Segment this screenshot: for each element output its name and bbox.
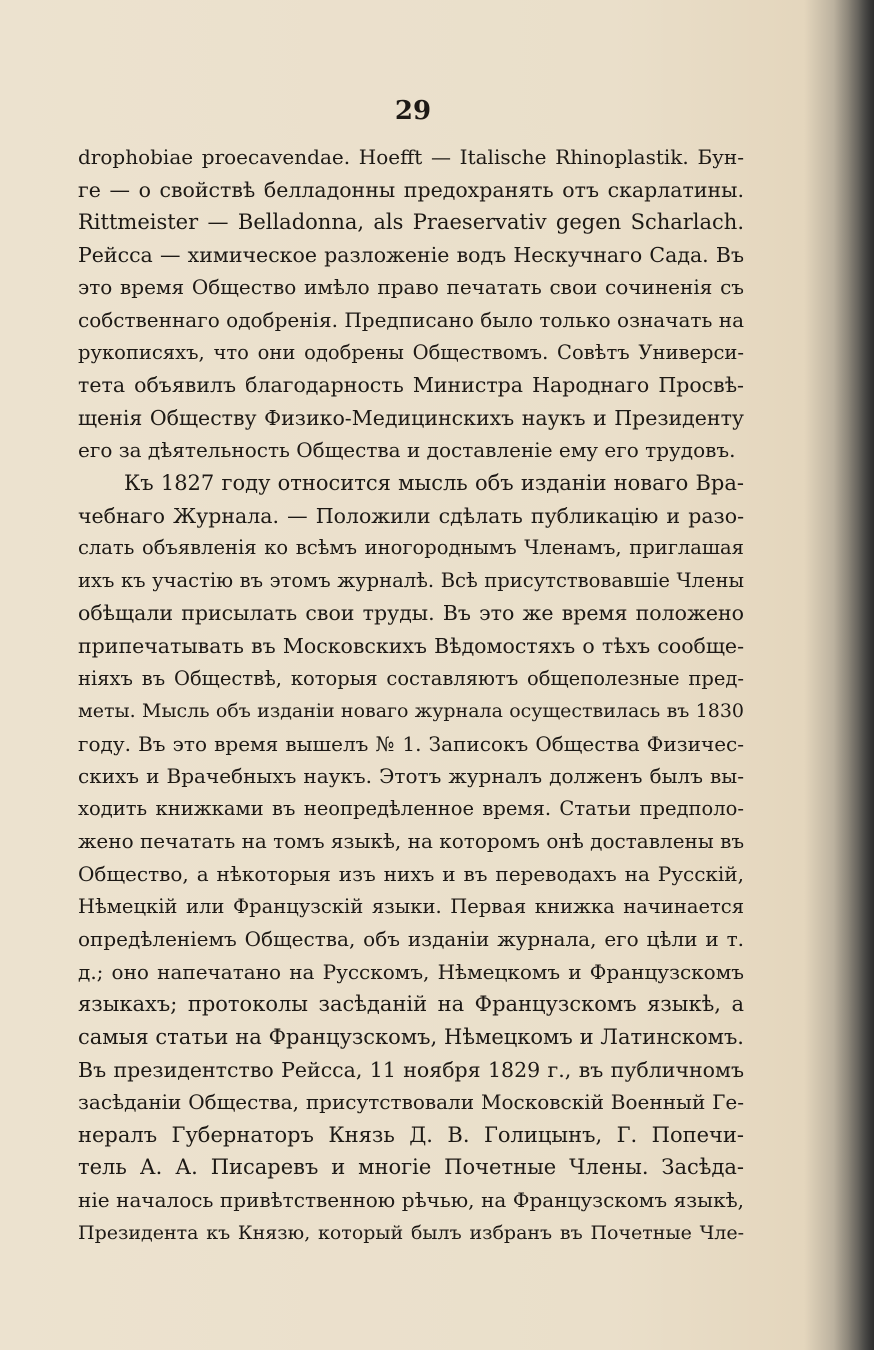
text-line: обѣщали присылать свои труды. Въ это же время положено [78, 601, 744, 626]
text-line: собственнаго одобренія. Предписано было только означать на [78, 307, 744, 332]
text-line: ніе началось привѣтственною рѣчью, на Французскомъ языкѣ, [78, 1188, 744, 1212]
body-text [78, 141, 744, 1249]
text-line: рукописяхъ, что они одобрены Обществомъ. Совѣтъ Универси- [78, 340, 744, 364]
text-line: тета объявилъ благодарность Министра Народнаго Просвѣ- [78, 373, 744, 398]
text-line: жено печатать на томъ языкѣ, на которомъ онѣ доставлены въ [78, 829, 745, 854]
text-line: опредѣленіемъ Общества, объ изданіи журнала, его цѣли и т. [78, 927, 744, 952]
text-line: чебнаго Журнала. — Положили сдѣлать публикацію и разо- [78, 503, 744, 528]
text-line: слать объявленія ко всѣмъ иногороднымъ Членамъ, приглашая [78, 536, 744, 560]
text-line: drophobiae proecavendae. Hoefft — Italische Rhinoplastik. Бун- [78, 145, 744, 169]
text-line: припечатывать въ Московскихъ Вѣдомостяхъ о тѣхъ сообще- [78, 633, 744, 658]
text-line: его за дѣятельность Общества и доставленіе ему его трудовъ. [78, 438, 736, 463]
text-line: скихъ и Врачебныхъ наукъ. Этотъ журналъ долженъ былъ вы- [78, 764, 744, 789]
page-edge-shadow [834, 0, 874, 1350]
text-line: Рейсса — химическое разложеніе водъ Нескучнаго Сада. Въ [78, 242, 744, 267]
text-line: это время Общество имѣло право печатать свои сочиненія съ [78, 275, 744, 300]
text-line: Къ 1827 году относится мысль объ изданіи новаго Вра- [124, 470, 744, 495]
text-line: засѣданіи Общества, присутствовали Московскій Военный Ге- [78, 1090, 744, 1115]
text-line: Общество, а нѣкоторыя изъ нихъ и въ переводахъ на Русскій, [78, 862, 744, 887]
text-line: щенія Обществу Физико-Медицинскихъ наукъ и Президенту [78, 405, 744, 430]
text-line: ге — о свойствѣ белладонны предохранять отъ скарлатины. [78, 177, 744, 202]
page-number: 29 [394, 96, 432, 126]
text-line: Rittmeister — Belladonna, als Praeservativ gegen Scharlach. [78, 210, 744, 235]
text-line: ходить книжками въ неопредѣленное время. Статьи предполо- [78, 796, 744, 820]
text-line: языкахъ; протоколы засѣданій на Французскомъ языкѣ, а [78, 992, 744, 1017]
text-line: нералъ Губернаторъ Князь Д. В. Голицынъ, Г. Попечи- [78, 1122, 744, 1147]
text-line: тель А. А. Писаревъ и многіе Почетные Члены. Засѣда- [78, 1155, 744, 1180]
text-line: Нѣмецкій или Французскій языки. Первая книжка начинается [78, 894, 744, 918]
text-line: Въ президентство Рейсса, 11 ноября 1829 г., въ публичномъ [78, 1057, 744, 1082]
text-line: Президента къ Князю, который былъ избранъ въ Почетные Чле- [78, 1221, 744, 1244]
text-line: меты. Мысль объ изданіи новаго журнала осуществилась въ 1830 [78, 700, 744, 723]
text-line: году. Въ это время вышелъ № 1. Записокъ Общества Физичес- [78, 731, 744, 756]
text-line: самыя статьи на Французскомъ, Нѣмецкомъ и Латинскомъ. [78, 1025, 744, 1050]
text-line: ніяхъ въ Обществѣ, которыя составляютъ общеполезные пред- [78, 666, 744, 690]
text-line: ихъ къ участію въ этомъ журналѣ. Всѣ присутствовавшіе Члены [78, 568, 744, 592]
text-line: д.; оно напечатано на Русскомъ, Нѣмецкомъ и Французскомъ [78, 959, 744, 984]
